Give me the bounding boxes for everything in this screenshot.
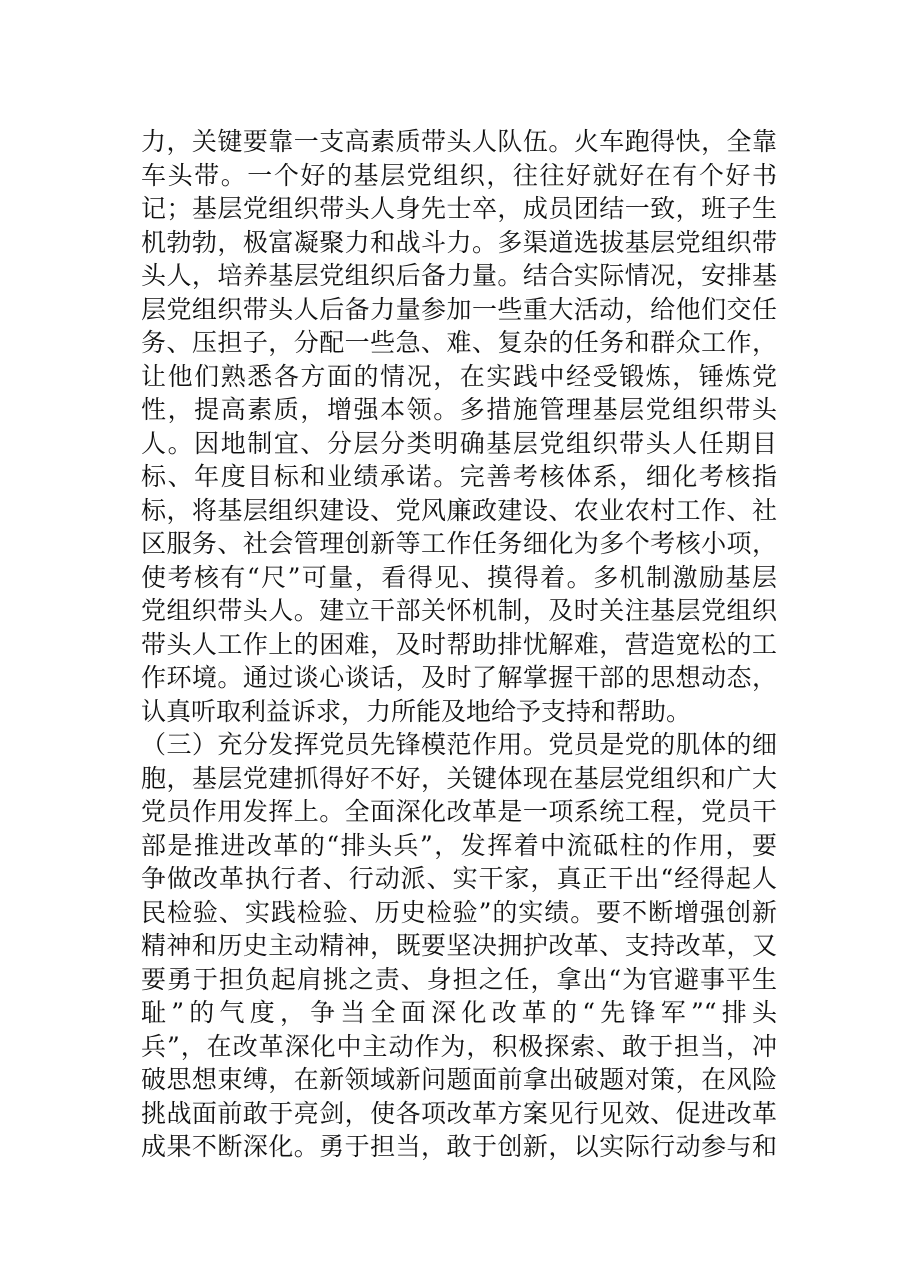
text-line: 争做改革执行者、行动派、实干家，真正干出“经得起人: [141, 864, 777, 893]
text-line: 民检验、实践检验、历史检验”的实绩。要不断增强创新: [141, 897, 777, 927]
text-line: 耻”的气度，争当全面深化改革的“先锋军”“排头: [141, 998, 777, 1027]
text-line: 精神和历史主动精神，既要坚决拥护改革、支持改革，又: [141, 931, 777, 960]
text-line: 要勇于担负起肩挑之责、身担之任，拿出“为官避事平生: [141, 964, 777, 994]
text-line: 党员作用发挥上。全面深化改革是一项系统工程，党员干: [141, 797, 777, 826]
text-line: 务、压担子，分配一些急、难、复杂的任务和群众工作，: [141, 328, 777, 357]
section-heading-line: （三）充分发挥党员先锋模范作用。党员是党的肌体的细: [141, 730, 777, 759]
text-line: 性，提高素质，增强本领。多措施管理基层党组织带头: [141, 395, 777, 424]
body-text: [141, 125, 777, 1164]
text-line: 区服务、社会管理创新等工作任务细化为多个考核小项，: [141, 529, 777, 558]
text-line: 机勃勃，极富凝聚力和战斗力。多渠道选拔基层党组织带: [141, 227, 777, 257]
text-line: 部是推进改革的“排头兵”，发挥着中流砥柱的作用，要: [141, 830, 777, 860]
text-line: 挑战面前敢于亮剑，使各项改革方案见行见效、促进改革: [141, 1098, 777, 1128]
text-line: 让他们熟悉各方面的情况，在实践中经受锻炼，锤炼党: [141, 361, 777, 391]
text-line: 成果不断深化。勇于担当，敢于创新，以实际行动参与和: [141, 1132, 777, 1161]
text-line: 破思想束缚，在新领域新问题面前拿出破题对策，在风险: [141, 1065, 777, 1094]
text-line: 头人，培养基层党组织后备力量。结合实际情况，安排基: [141, 261, 777, 290]
paragraph-end-line: 认真听取利益诉求，力所能及地给予支持和帮助。: [141, 696, 692, 726]
text-line: 使考核有“尺”可量，看得见、摸得着。多机制激励基层: [141, 562, 777, 592]
text-line: 标，将基层组织建设、党风廉政建设、农业农村工作、社: [141, 495, 777, 525]
text-line: 力，关键要靠一支高素质带头人队伍。火车跑得快，全靠: [141, 127, 777, 156]
text-line: 车头带。一个好的基层党组织，往往好就好在有个好书: [141, 160, 777, 190]
text-line: 记；基层党组织带头人身先士卒，成员团结一致，班子生: [141, 194, 777, 223]
text-line: 党组织带头人。建立干部关怀机制，及时关注基层党组织: [141, 596, 777, 625]
text-line: 层党组织带头人后备力量参加一些重大活动，给他们交任: [141, 294, 777, 324]
text-line: 胞，基层党建抓得好不好，关键体现在基层党组织和广大: [141, 763, 777, 793]
text-line: 人。因地制宜、分层分类明确基层党组织带头人任期目: [141, 428, 777, 458]
text-line: 标、年度目标和业绩承诺。完善考核体系，细化考核指: [141, 462, 777, 491]
text-line: 作环境。通过谈心谈话，及时了解掌握干部的思想动态，: [141, 663, 777, 692]
text-line: 带头人工作上的困难，及时帮助排忧解难，营造宽松的工: [141, 629, 777, 659]
text-line: 兵”，在改革深化中主动作为，积极探索、敢于担当，冲: [141, 1031, 777, 1061]
